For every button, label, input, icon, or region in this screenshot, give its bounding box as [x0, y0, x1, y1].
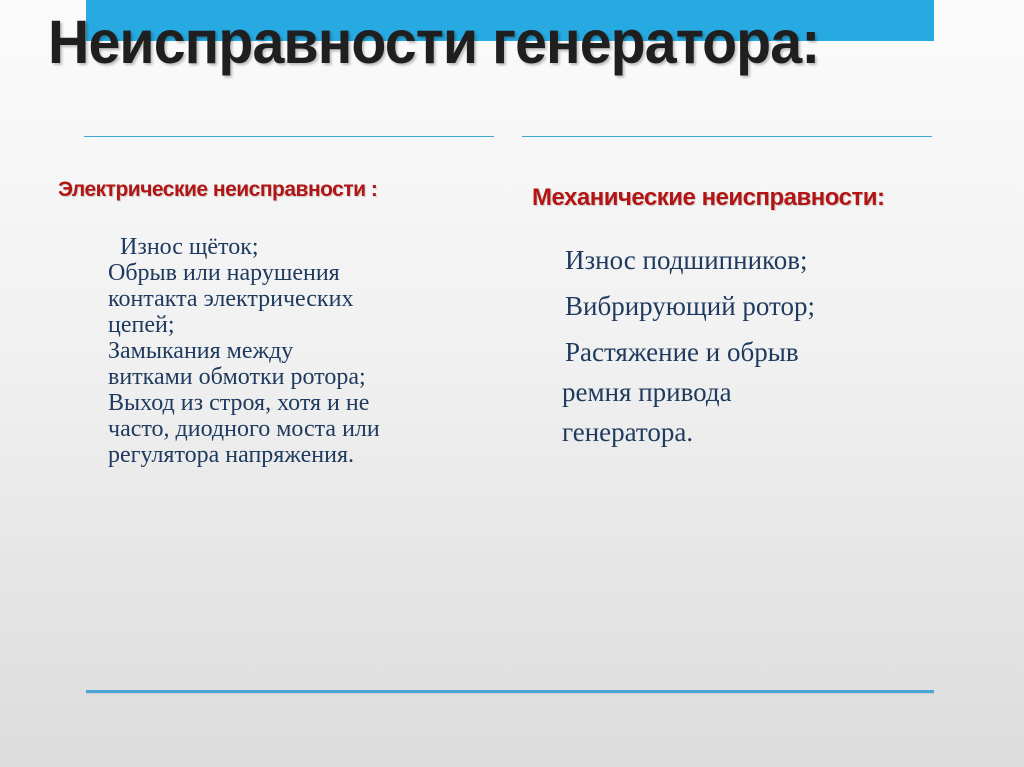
electrical-faults-heading: Электрические неисправности : [58, 178, 378, 201]
mechanical-item [562, 332, 815, 452]
electrical-line: цепей; [108, 312, 175, 338]
electrical-line: часто, диодного моста или [108, 416, 380, 442]
electrical-line: контакта электрических [108, 286, 354, 312]
mechanical-item [565, 240, 815, 280]
mechanical-line: Вибрирующий ротор; [565, 291, 815, 321]
electrical-line: Выход из строя, хотя и не [108, 390, 370, 416]
electrical-line: Износ щёток; [120, 234, 259, 260]
electrical-faults-list [108, 234, 380, 468]
mechanical-line: ремня привода [562, 377, 732, 407]
bottom-divider-line [86, 690, 934, 693]
electrical-line: Обрыв или нарушения [108, 260, 340, 286]
mechanical-item [565, 286, 815, 326]
mechanical-faults-heading: Механические неисправности: [532, 184, 885, 211]
electrical-line: Замыкания между [108, 338, 294, 364]
mechanical-line: Износ подшипников; [565, 245, 808, 275]
mechanical-faults-list [562, 240, 815, 458]
electrical-line: регулятора напряжения. [108, 442, 354, 468]
right-divider-line [522, 136, 932, 137]
mechanical-line: Растяжение и обрыв [565, 337, 799, 367]
mechanical-line: генератора. [562, 417, 694, 447]
slide-title: Неисправности генератора: [48, 8, 820, 76]
left-divider-line [84, 136, 494, 137]
electrical-line: витками обмотки ротора; [108, 364, 366, 390]
